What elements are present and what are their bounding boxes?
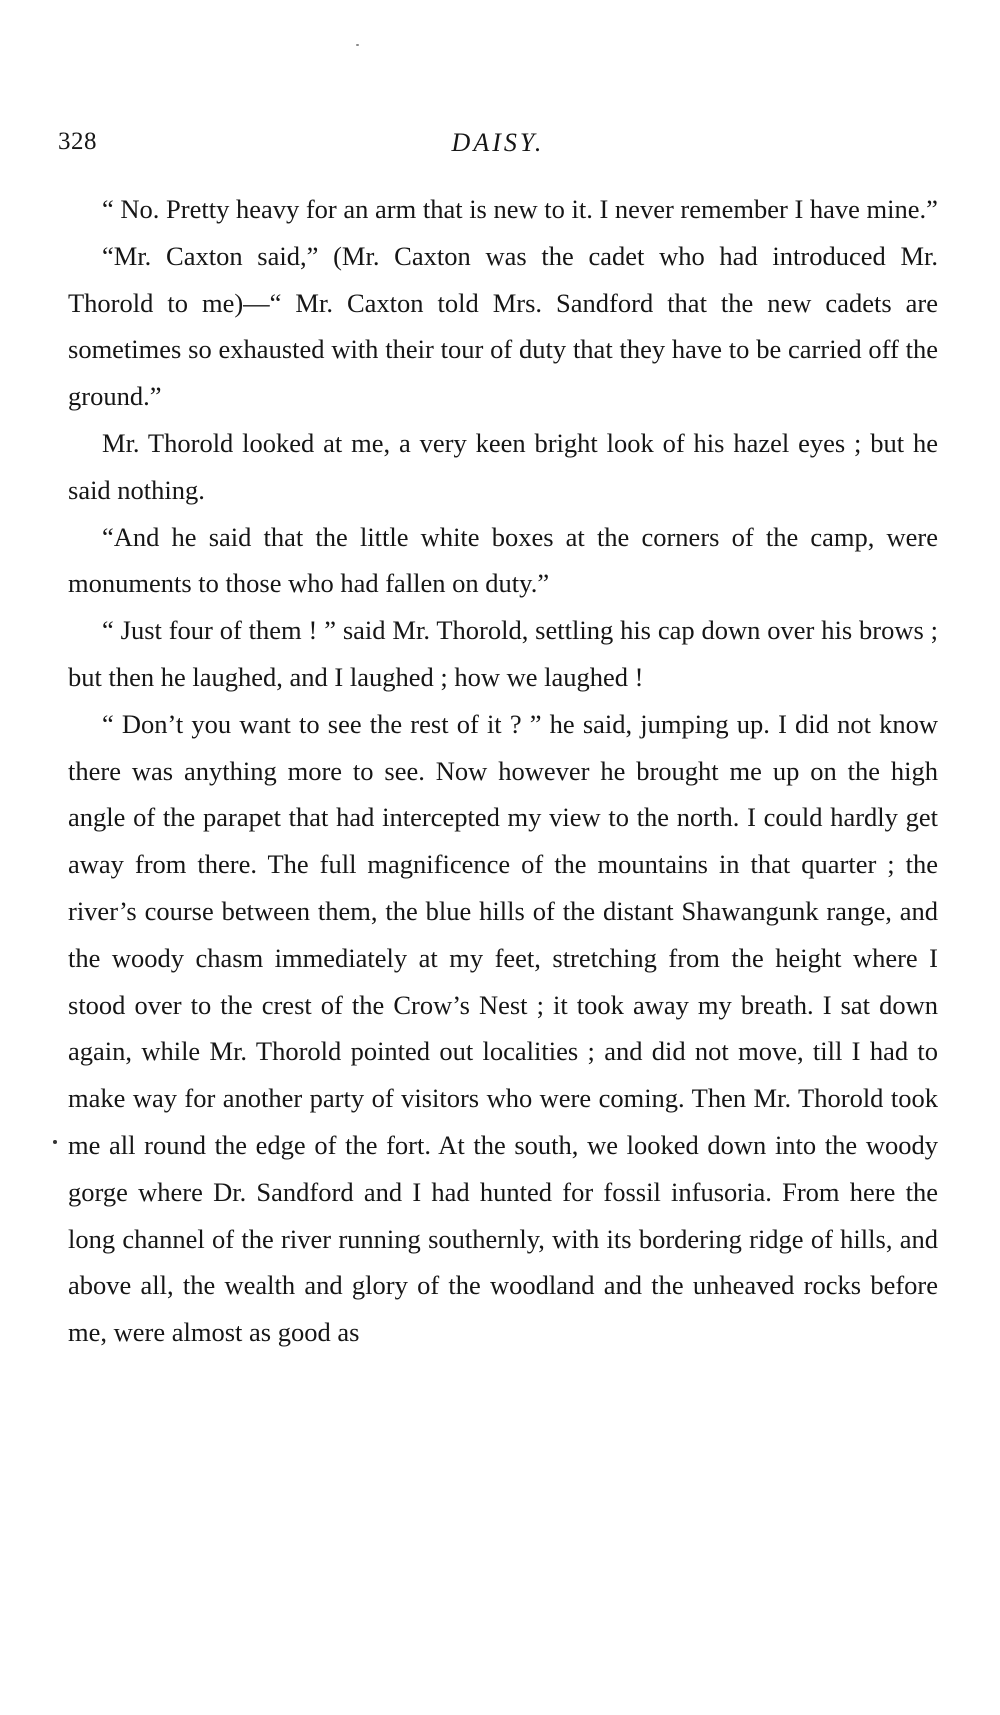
body-text bbox=[68, 186, 938, 1356]
page-header bbox=[58, 128, 938, 164]
paragraph: “ Don’t you want to see the rest of it ? ” he said, jumping up. I did not know there was anything more to see. Now however he brought me up on the high angle of the parapet that had intercepted my view to the north. I could hardly get away from there. The full magnificence of the mountains in that quarter ; the river’s course between them, the blue hills of the distant Shawangunk range, and the woody chasm immediately at my feet, stretching from the height where I stood over to the crest of the Crow’s Nest ; it took away my breath. I sat down again, while Mr. Thorold pointed out localities ; and did not move, till I had to make way for another party of visitors who were coming. Then Mr. Thorold took me all round the edge of the fort. At the south, we looked down into the woody gorge where Dr. Sandford and I had hunted for fossil infusoria. From here the long channel of the river running southernly, with its bordering ridge of hills, and above all, the wealth and glory of the woodland and the unheaved rocks before me, were almost as good as bbox=[68, 708, 938, 1348]
paragraph: “ No. Pretty heavy for an arm that is new to it. I never remember I have mine.” bbox=[102, 194, 938, 224]
paragraph: “And he said that the little white boxes at the corners of the camp, were monuments to those who had fallen on duty.” bbox=[68, 521, 938, 599]
print-speck bbox=[53, 1140, 57, 1144]
paragraph: “ Just four of them ! ” said Mr. Thorold, settling his cap down over his brows ; but then he laughed, and I laughed ; how we laughed ! bbox=[68, 615, 938, 692]
paragraph: “Mr. Caxton said,” (Mr. Caxton was the cadet who had introduced Mr. Thorold to me)—“ Mr. Caxton told Mrs. Sandford that the new cadets are sometimes so exhausted with their tour of duty that they have to be carried off the ground.” bbox=[68, 240, 938, 412]
page-number: 328 bbox=[58, 128, 97, 155]
running-title: DAISY. bbox=[451, 128, 545, 157]
print-speck bbox=[356, 44, 359, 46]
paragraph: Mr. Thorold looked at me, a very keen bright look of his hazel eyes ; but he said nothing. bbox=[68, 427, 938, 505]
